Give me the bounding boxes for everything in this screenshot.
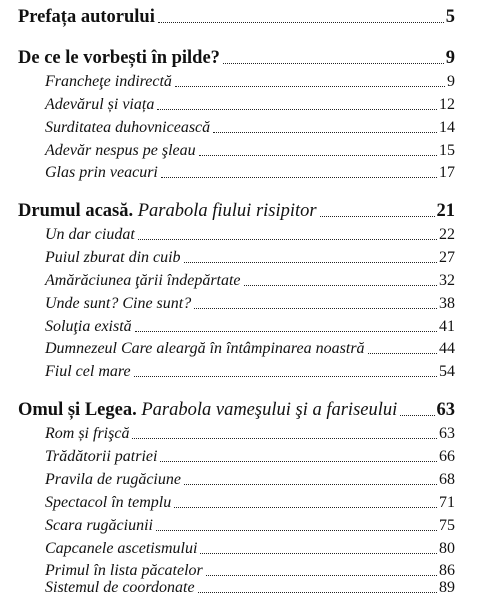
toc-entry	[45, 446, 455, 466]
dot-leader	[198, 592, 437, 593]
toc-page-number: 21	[436, 201, 455, 221]
dot-leader	[134, 376, 437, 377]
toc-heading-title: Omul și Legea.	[18, 400, 137, 420]
toc-entry	[45, 361, 455, 381]
toc-entry-title: Sistemul de coordonate	[45, 579, 195, 596]
dot-leader	[206, 575, 437, 576]
toc-entry	[45, 94, 455, 114]
toc-heading-subtitle: Parabola fiului risipitor	[137, 201, 317, 221]
toc-entry-title: Francheţe indirectă	[45, 73, 172, 90]
dot-leader	[368, 353, 437, 354]
toc-entry-title: Fiul cel mare	[45, 363, 131, 380]
toc-page-number: 66	[439, 448, 455, 465]
dot-leader	[157, 109, 437, 110]
dot-leader	[223, 63, 444, 64]
toc-page-number: 68	[439, 471, 455, 488]
dot-leader	[160, 461, 437, 462]
dot-leader	[184, 262, 437, 263]
toc-page-number: 9	[447, 73, 455, 90]
dot-leader	[156, 530, 437, 531]
toc-entry	[45, 162, 455, 182]
toc-entry	[45, 577, 455, 597]
dot-leader	[138, 239, 437, 240]
dot-leader	[194, 308, 437, 309]
toc-page-number: 15	[439, 142, 455, 159]
dot-leader	[175, 86, 445, 87]
toc-entry-title: Glas prin veacuri	[45, 164, 158, 181]
toc-entry-title: Dumnezeul Care aleargă în întâmpinarea noastră	[45, 340, 365, 357]
dot-leader	[184, 484, 437, 485]
dot-leader	[132, 438, 437, 439]
dot-leader	[400, 415, 434, 416]
toc-entry	[45, 71, 455, 91]
toc-entry	[45, 117, 455, 137]
toc-entry-title: Amărăciunea ţării îndepărtate	[45, 272, 241, 289]
toc-heading-title: Prefața autorului	[18, 7, 155, 27]
toc-heading-preface	[18, 7, 455, 27]
toc-heading-chapter-1	[18, 48, 455, 68]
toc-page-number: 86	[439, 562, 455, 579]
dot-leader	[135, 331, 437, 332]
toc-entry	[45, 293, 455, 313]
toc-entry	[45, 338, 455, 358]
toc-page-number: 32	[439, 272, 455, 289]
dot-leader	[200, 553, 437, 554]
toc-entry	[45, 224, 455, 244]
toc-page-number: 38	[439, 295, 455, 312]
toc-entry-title: Capcanele ascetismului	[45, 540, 198, 557]
toc-heading-chapter-2	[18, 201, 455, 221]
toc-page-number: 80	[439, 540, 455, 557]
toc-entry-title: Rom și frişcă	[45, 425, 130, 442]
toc-entry-title: Puiul zburat din cuib	[45, 249, 181, 266]
toc-entry	[45, 423, 455, 443]
toc-page-number: 17	[439, 164, 455, 181]
dot-leader	[199, 155, 437, 156]
toc-page-number: 44	[439, 340, 455, 357]
toc-entry	[45, 515, 455, 535]
toc-heading-subtitle: Parabola vameşului şi a fariseului	[141, 400, 398, 420]
toc-page-number: 14	[439, 119, 455, 136]
toc-entry-title: Unde sunt? Cine sunt?	[45, 295, 192, 312]
toc-page-number: 63	[439, 425, 455, 442]
toc-page-number: 22	[439, 226, 455, 243]
toc-page-number: 75	[439, 517, 455, 534]
toc-entry	[45, 270, 455, 290]
toc-entry-title: Pravila de rugăciune	[45, 471, 181, 488]
toc-page-number: 27	[439, 249, 455, 266]
toc-entry	[45, 140, 455, 160]
toc-entry	[45, 469, 455, 489]
dot-leader	[158, 22, 444, 23]
toc-page-number: 63	[436, 400, 455, 420]
dot-leader	[244, 285, 437, 286]
toc-entry	[45, 538, 455, 558]
dot-leader	[161, 177, 437, 178]
toc-entry	[45, 316, 455, 336]
toc-entry	[45, 492, 455, 512]
toc-entry	[45, 247, 455, 267]
toc-entry-title: Adevărul și viața	[45, 96, 155, 113]
toc-entry-title: Scara rugăciunii	[45, 517, 153, 534]
toc-page-number: 71	[439, 494, 455, 511]
toc-entry-title: Surditatea duhovnicească	[45, 119, 211, 136]
dot-leader	[174, 507, 437, 508]
toc-page-number: 5	[445, 7, 455, 27]
toc-heading-title: Drumul acasă.	[18, 201, 134, 221]
toc-page-number: 12	[439, 96, 455, 113]
toc-page-number: 9	[445, 48, 455, 68]
toc-entry-title: Adevăr nespus pe şleau	[45, 142, 196, 159]
toc-page-number: 41	[439, 318, 455, 335]
toc-heading-title: De ce le vorbești în pilde?	[18, 48, 220, 68]
toc-page-number: 89	[439, 579, 455, 596]
toc-entry-title: Primul în lista păcatelor	[45, 562, 203, 579]
toc-entry-title: Soluţia există	[45, 318, 132, 335]
toc-entry-title: Spectacol în templu	[45, 494, 172, 511]
toc-heading-chapter-3	[18, 400, 455, 420]
toc-entry-title: Trădătorii patriei	[45, 448, 158, 465]
toc-entry-title: Un dar ciudat	[45, 226, 135, 243]
dot-leader	[213, 132, 437, 133]
dot-leader	[320, 216, 435, 217]
toc-page-number: 54	[439, 363, 455, 380]
